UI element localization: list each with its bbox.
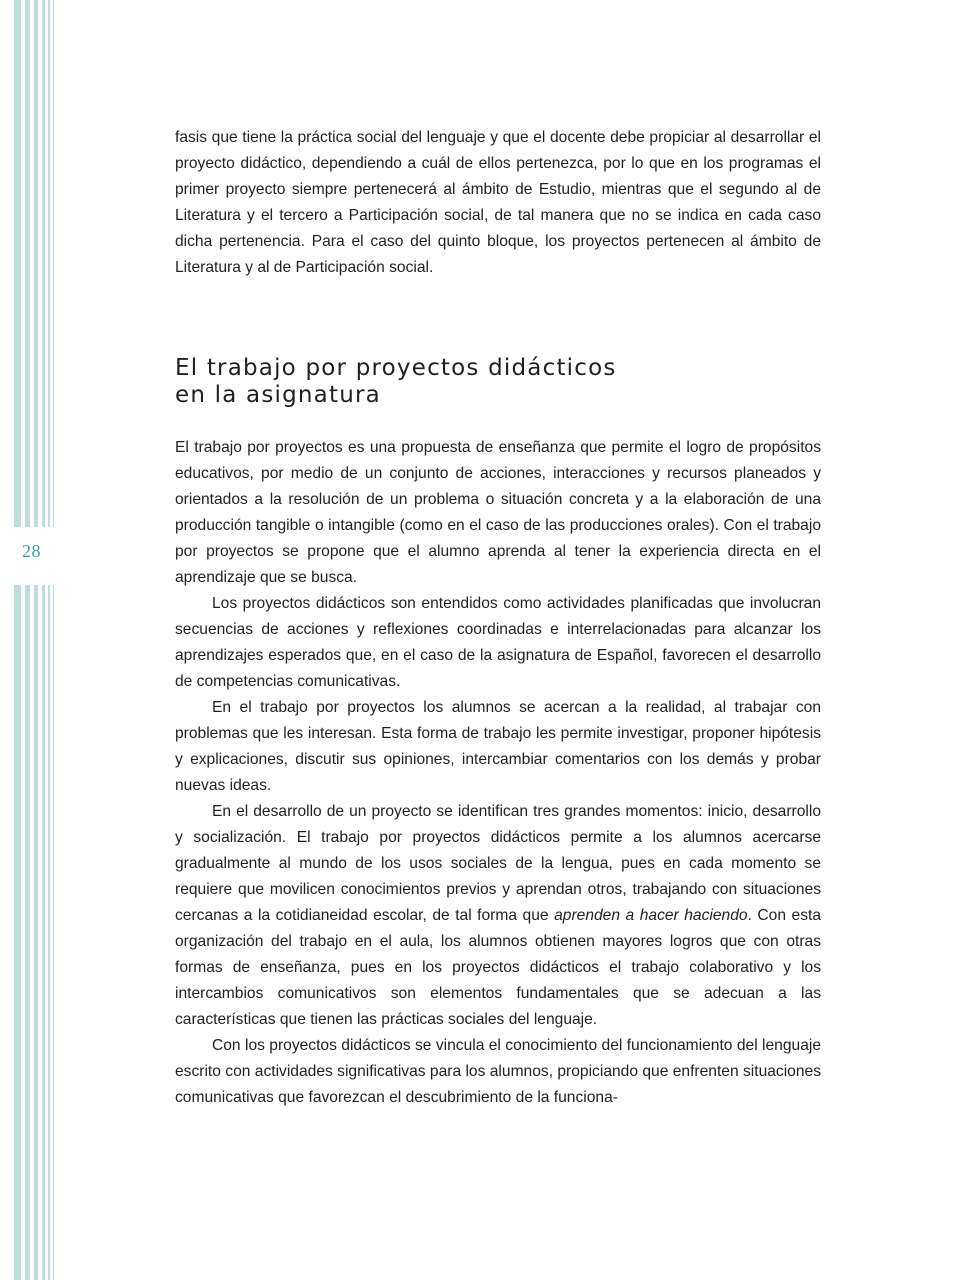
body-paragraph: Los proyectos didácticos son entendidos como actividades planificadas que involucran secuencias de acciones y reflexiones coordinadas e interrelacionadas para alcanzar los aprendizajes esperados que, en el caso de la asignatura de Español, favorecen el desarrollo de competencias comunicativas.	[175, 595, 821, 690]
margin-stripe	[34, 0, 38, 1280]
intro-paragraph: fasis que tiene la práctica social del lenguaje y que el docente debe propiciar al desarrollar el proyecto didáctico, dependiendo a cuál de ellos pertenezca, por lo que en los programas el primer proyecto siempre pertenecerá al ámbito de Estudio, mientras que el segundo al de Literatura y el tercero a Participación social, de tal manera que no se indica en cada caso dicha pertenencia. Para el caso del quinto bloque, los proyectos pertenecen al ámbito de Literatura y al de Participación social.	[175, 129, 821, 276]
section-heading-line: en la asignatura	[175, 382, 381, 408]
body-paragraph: El trabajo por proyectos es una propuesta de enseñanza que permite el logro de propósitos educativos, por medio de un conjunto de acciones, interacciones y recursos planeados y orientados a la resolución de un problema o situación concreta y a la elaboración de una producción tangible o intangible (como en el caso de las producciones orales). Con el trabajo por proyectos se propone que el alumno aprenda al tener la experiencia directa en el aprendizaje que se busca.	[175, 439, 821, 586]
body-paragraph: En el trabajo por proyectos los alumnos se acercan a la realidad, al trabajar con problemas que les interesan. Esta forma de trabajo les permite investigar, proponer hipótesis y explicaciones, discutir sus opiniones, intercambiar comentarios con los demás y probar nuevas ideas.	[175, 699, 821, 794]
margin-stripe	[25, 0, 30, 1280]
body-paragraph: Con los proyectos didácticos se vincula el conocimiento del funcionamiento del lenguaje escrito con actividades significativas para los alumnos, propiciando que enfrenten situaciones comunicativas que favorezcan el descubrimiento de la funciona-	[175, 1037, 821, 1106]
body-paragraph	[175, 799, 821, 1033]
page-content	[175, 125, 821, 1111]
page-number: 28	[22, 541, 41, 561]
margin-stripe	[14, 0, 21, 1280]
section-heading-line: El trabajo por proyectos didácticos	[175, 355, 617, 381]
section-heading	[175, 355, 821, 409]
margin-stripe	[53, 0, 54, 1280]
margin-stripe	[48, 0, 50, 1280]
margin-stripe	[42, 0, 45, 1280]
paragraph-text: . Con esta organización del trabajo en el aula, los alumnos obtienen mayores logros que con otras formas de enseñanza, pues en los proyectos didácticos el trabajo colaborativo y los intercambios comunicativos son elementos fundamentales que se adecuan a las características que tienen las prácticas sociales del lenguaje.	[175, 907, 821, 1028]
paragraph-text: En el desarrollo de un proyecto se identifican tres grandes momentos: inicio, desarrollo y socialización. El trabajo por proyectos didácticos permite a los alumnos acercarse gradualmente al mundo de los usos sociales de la lengua, pues en cada momento se requiere que movilicen conocimientos previos y aprendan otros, trabajando con situaciones cercanas a la cotidianeidad escolar, de tal forma que	[175, 803, 821, 924]
italic-phrase: aprenden a hacer haciendo	[554, 907, 748, 924]
